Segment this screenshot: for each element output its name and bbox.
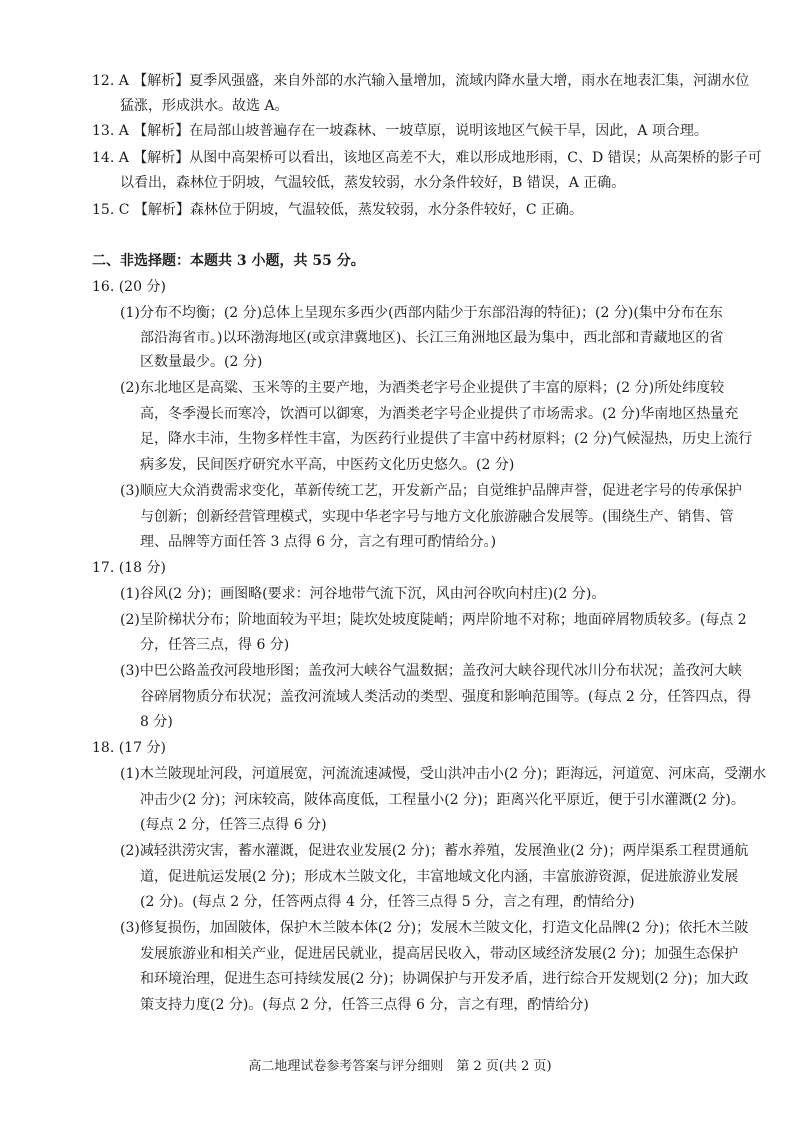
q17-2-line-2: 分，任答三点，得 6 分) — [140, 637, 290, 653]
q18-2-line-2: 道，促进航运发展(2 分)；形成木兰陂文化，丰富地域文化内涵，丰富旅游资源，促进旅游业发展 — [140, 869, 739, 885]
q18-2-line-3: (2 分)。(每点 2 分，任答两点得 4 分，任答三点得 5 分，言之有理，酌情给分) — [140, 894, 635, 910]
q18-3-line-1: (3)修复损伤，加固陂体，保护木兰陂本体(2 分)；发展木兰陂文化，打造文化品牌(2 分)；依托木兰陂 — [120, 920, 749, 936]
q18-3-line-3: 和环境治理，促进生态可持续发展(2 分)；协调保护与开发矛盾，进行综合开发规划(2 分)；加大政 — [140, 971, 749, 987]
q14-line-1: 14. A 【解析】从图中高架桥可以看出，该地区高差不大，难以形成地形雨，C、D 错误；从高架桥的影子可 — [92, 150, 762, 166]
section-heading: 二、非选择题：本题共 3 小题，共 55 分。 — [92, 253, 365, 269]
q17-3-line-2: 谷碎屑物质分布状况；盖孜河流域人类活动的类型、强度和影响范围等。(每点 2 分，任答四点，得 — [140, 689, 752, 705]
q16-1-line-2: 部沿海省市。)以环渤海地区(或京津冀地区)、长江三角洲地区最为集中，西北部和青藏地区的省 — [140, 330, 724, 346]
q17-3-line-3: 8 分) — [140, 714, 173, 730]
q18-1-line-3: (每点 2 分，任答三点得 6 分) — [140, 817, 327, 833]
q17-2-line-1: (2)呈阶梯状分布；阶地面较为平坦；陡坎处坡度陡峭；两岸阶地不对称；地面碎屑物质较多。(每点 2 — [120, 612, 747, 628]
q18-1-line-2: 冲击少(2 分)；河床较高，陂体高度低，工程量小(2 分)；距离兴化平原近，便于引水灌溉(2 分)。 — [140, 792, 745, 808]
q18-2-line-1: (2)减轻洪涝灾害，蓄水灌溉，促进农业发展(2 分)；蓄水养殖，发展渔业(2 分)；两岸渠系工程贯通航 — [120, 843, 749, 859]
q16-2-line-4: 病多发，民间医疗研究水平高，中医药文化历史悠久。(2 分) — [140, 457, 515, 473]
q16-2-line-1: (2)东北地区是高粱、玉米等的主要产地，为酒类老字号企业提供了丰富的原料；(2 分)所处纬度较 — [120, 380, 725, 396]
q15-line-1: 15. C 【解析】森林位于阴坡，气温较低，蒸发较弱，水分条件较好，C 正确。 — [92, 202, 584, 218]
q18-3-line-2: 发展旅游业和相关产业，促进居民就业，提高居民收入，带动区域经济发展(2 分)；加强生态保护 — [140, 946, 739, 962]
q16-3-line-3: 理、品牌等方面任答 3 点得 6 分，言之有理可酌情给分。) — [140, 534, 497, 550]
q16-2-line-3: 足，降水丰沛，生物多样性丰富，为医药行业提供了丰富中药材原料；(2 分)气候湿热，历史上流行 — [140, 431, 753, 447]
q12-line-2: 猛涨，形成洪水。故选 A。 — [120, 98, 289, 114]
q16-1-line-1: (1)分布不均衡；(2 分)总体上呈现东多西少(西部内陆少于东部沿海的特征)；(2 分)(集中分布在东 — [120, 305, 723, 321]
q16-2-line-2: 高，冬季漫长而寒冷，饮酒可以御寒，为酒类老字号企业提供了市场需求。(2 分)华南地区热量充 — [140, 406, 739, 422]
q18-3-line-4: 策支持力度(2 分)。(每点 2 分，任答三点得 6 分，言之有理，酌情给分) — [140, 997, 589, 1013]
q16-1-line-3: 区数量最少。(2 分) — [140, 354, 263, 370]
q17-heading: 17. (18 分) — [92, 560, 166, 576]
q16-3-line-1: (3)顺应大众消费需求变化，革新传统工艺，开发新产品；自觉维护品牌声誉，促进老字号的传承保护 — [120, 483, 742, 499]
q18-heading: 18. (17 分) — [92, 740, 166, 756]
q16-3-line-2: 与创新；创新经营管理模式，实现中华老字号与地方文化旅游融合发展等。(围绕生产、销售、管 — [140, 509, 734, 525]
q18-1-line-1: (1)木兰陂现址河段，河道展宽，河流流速减慢，受山洪冲击小(2 分)；距海远，河道宽、河床高，受潮水 — [120, 766, 767, 782]
page-footer: 高二地理试卷参考答案与评分细则 第 2 页(共 2 页) — [248, 1059, 552, 1074]
q14-line-2: 以看出，森林位于阴坡，气温较低，蒸发较弱，水分条件较好，B 错误，A 正确。 — [120, 175, 626, 191]
q17-1-line-1: (1)谷风(2 分)；画图略(要求：河谷地带气流下沉，风由河谷吹向村庄)(2 分)。 — [120, 586, 606, 602]
q13-line-1: 13. A 【解析】在局部山坡普遍存在一坡森林、一坡草原，说明该地区气候干旱，因此，A 项合理。 — [92, 123, 708, 139]
q16-heading: 16. (20 分) — [92, 279, 166, 295]
q17-3-line-1: (3)中巴公路盖孜河段地形图；盖孜河大峡谷气温数据；盖孜河大峡谷现代冰川分布状况；盖孜河大峡 — [120, 663, 742, 679]
q12-line-1: 12. A 【解析】夏季风强盛，来自外部的水汽输入量增加，流域内降水量大增，雨水在地表汇集，河湖水位 — [92, 73, 750, 89]
